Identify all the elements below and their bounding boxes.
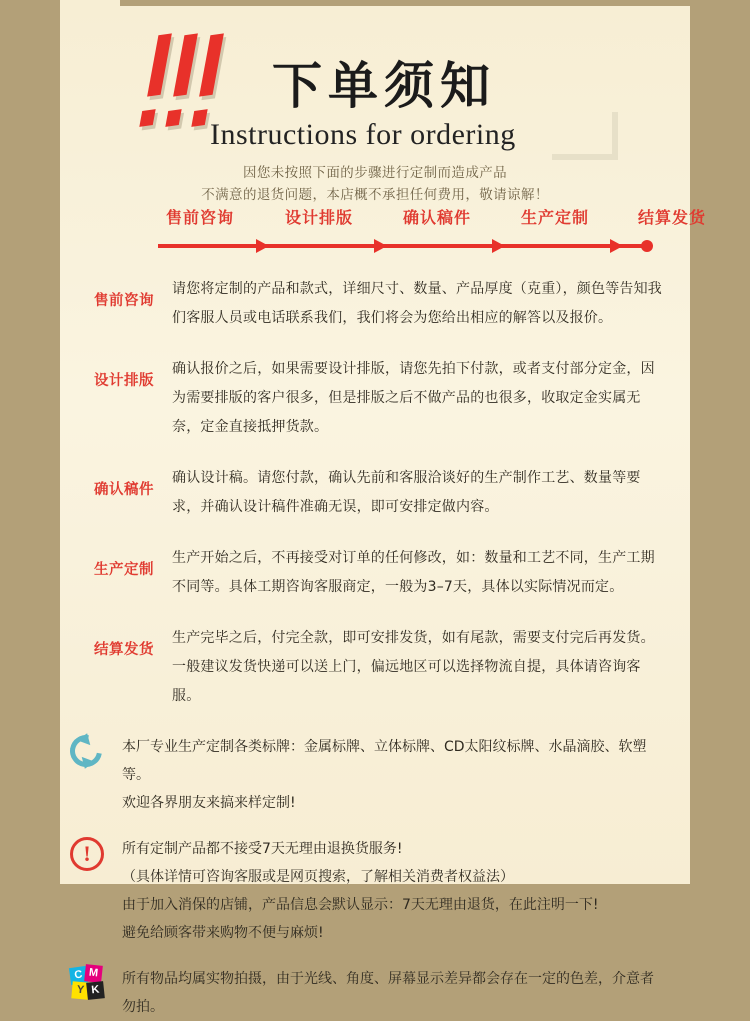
notes-section <box>60 733 690 1021</box>
row-text-3: 确认设计稿。请您付款，确认先前和客服洽谈好的生产制作工艺、数量等要求，并确认设计稿件准确无误，即可安排定做内容。 <box>172 470 641 515</box>
content-sheet <box>60 0 707 1015</box>
list-item <box>122 733 660 817</box>
note-1-line-1: 本厂专业生产定制各类标牌：金属标牌、立体标牌、CD太阳纹标牌、水晶滴胶、软塑等。 <box>122 739 647 783</box>
row-text-5: 生产完毕之后，付完全款，即可安排发货，如有尾款，需要支付完后再发货。一般建议发货快递可以送上门，偏远地区可以选择物流自提，具体请咨询客服。 <box>172 630 655 704</box>
row-text-2: 确认报价之后，如果需要设计排版，请您先拍下付款，或者支付部分定金，因为需要排版的客户很多，但是排版之后不做产品的也很多，收取定金实属无奈，定金直接抵押货款。 <box>172 361 655 435</box>
notice-line-2: 不满意的退货问题，本店概不承担任何费用，敬请谅解！ <box>201 187 549 203</box>
note-2-line-2: （具体详情可咨询客服或是网页搜索，了解相关消费者权益法） <box>122 869 514 885</box>
table-row <box>94 355 662 442</box>
row-text-1: 请您将定制的产品和款式，详细尺寸、数量、产品厚度（克重），颜色等告知我们客服人员或电话联系我们，我们将会为您给出相应的解答以及报价。 <box>172 281 662 326</box>
table-row <box>94 544 662 602</box>
table-row <box>94 275 662 333</box>
note-2-line-4: 避免给顾客带来购物不便与麻烦! <box>122 925 324 941</box>
step-arrow-track <box>158 240 648 252</box>
page-subtitle-en: Instructions for ordering <box>210 118 516 151</box>
cmyk-m: M <box>84 964 103 983</box>
note-3-line-1: 所有物品均属实物拍摄，由于光线、角度、屏幕显示差异都会存在一定的色差，介意者勿拍。 <box>122 971 654 1015</box>
step-label-1: 售前咨询 <box>165 208 235 227</box>
step-label-4: 生产定制 <box>520 208 590 227</box>
exclamation-circle-icon: ! <box>70 837 104 871</box>
list-item <box>73 965 660 1021</box>
row-label-3: 确认稿件 <box>94 482 154 498</box>
page-title: 下单须知 <box>272 57 496 115</box>
list-item <box>83 835 660 947</box>
table-row <box>94 464 662 522</box>
row-label-4: 生产定制 <box>94 562 154 578</box>
step-end-dot <box>641 240 653 252</box>
row-text-4: 生产开始之后，不再接受对订单的任何修改，如：数量和工艺不同，生产工期不同等。具体工期咨询客服商定，一般为3–7天，具体以实际情况而定。 <box>172 550 655 595</box>
note-1-line-2: 欢迎各界朋友来搞来样定制! <box>122 795 296 811</box>
row-label-5: 结算发货 <box>94 642 154 658</box>
notice-line-1: 因您未按照下面的步骤进行定制而造成产品 <box>242 165 508 181</box>
header <box>60 0 690 205</box>
row-label-2: 设计排版 <box>94 373 154 389</box>
step-label-5: 结算发货 <box>637 208 707 227</box>
recycle-icon <box>70 735 104 769</box>
cmyk-y: Y <box>71 981 89 999</box>
note-2-line-1: 所有定制产品都不接受7天无理由退换货服务! <box>122 841 403 857</box>
step-label-3: 确认稿件 <box>402 208 472 227</box>
step-flow <box>60 205 707 263</box>
row-label-1: 售前咨询 <box>94 293 154 309</box>
corner-bracket-icon <box>552 112 618 160</box>
table-row <box>94 624 662 711</box>
step-label-2: 设计排版 <box>284 208 354 227</box>
detail-rows <box>60 275 690 711</box>
cmyk-k: K <box>86 981 105 1000</box>
cmyk-c: C <box>69 966 88 985</box>
note-2-line-3: 由于加入消保的店铺，产品信息会默认显示：7天无理由退货，在此注明一下! <box>122 897 599 913</box>
cmyk-icon <box>70 967 104 1001</box>
